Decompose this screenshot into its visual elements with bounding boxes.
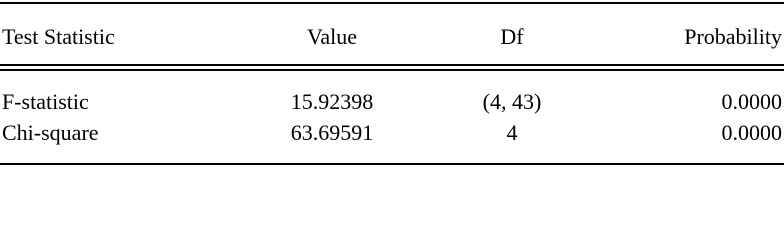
table-header-row (0, 22, 784, 52)
row-probability: 0.0000 (721, 120, 782, 145)
table-row (0, 118, 784, 148)
bottom-rule (0, 163, 784, 165)
header-value: Value (306, 24, 358, 49)
row-df: 4 (506, 120, 518, 145)
header-probability: Probability (684, 24, 782, 49)
row-value: 63.69591 (290, 120, 374, 145)
row-statistic: F-statistic (2, 89, 89, 114)
table-row (0, 87, 784, 117)
top-rule (0, 2, 784, 4)
header-test-statistic: Test Statistic (2, 24, 115, 49)
header-df: Df (500, 24, 524, 49)
row-df: (4, 43) (482, 89, 542, 114)
row-probability: 0.0000 (721, 89, 782, 114)
row-statistic: Chi-square (2, 120, 99, 145)
row-value: 15.92398 (290, 89, 374, 114)
header-rule-lower (0, 69, 784, 71)
header-rule-upper (0, 64, 784, 66)
